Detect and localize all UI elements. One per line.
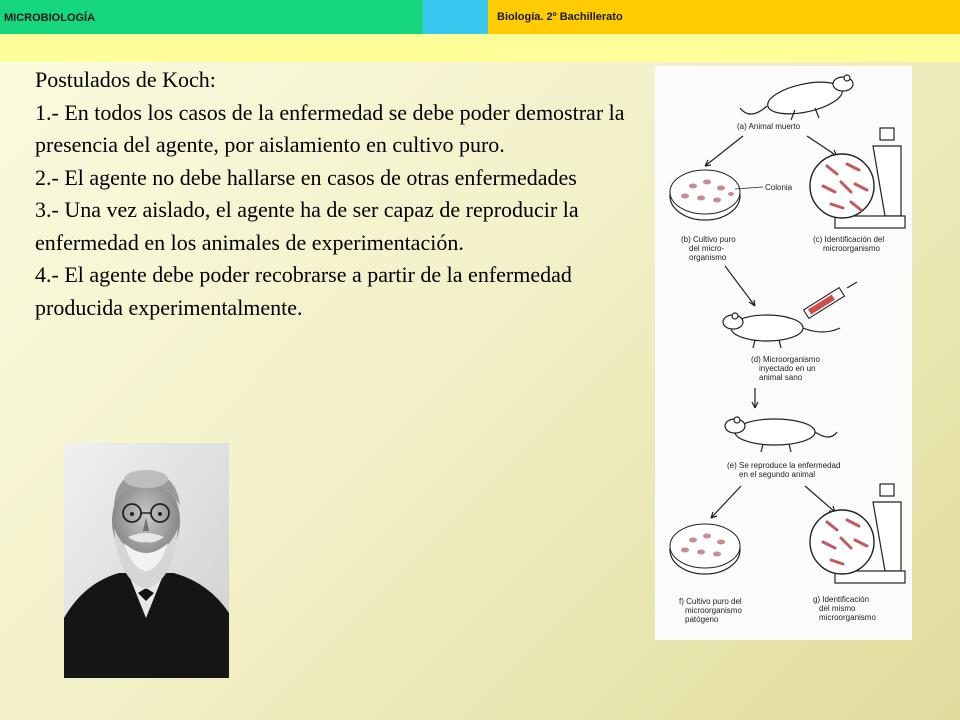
arrow-to-e bbox=[752, 388, 758, 408]
label-animal-muerto: (a) Animal muerto bbox=[737, 122, 801, 131]
postulates-heading: Postulados de Koch: bbox=[35, 67, 216, 92]
label-colonia: Colonia bbox=[765, 183, 793, 192]
label-f-line1: f) Cultivo puro del bbox=[679, 597, 742, 606]
healthy-mouse-icon bbox=[723, 313, 840, 348]
header-bar bbox=[0, 0, 960, 36]
koch-postulates-text bbox=[35, 64, 635, 324]
label-c-line2: microorganismo bbox=[823, 244, 880, 253]
robert-koch-portrait bbox=[64, 443, 229, 678]
postulate-2: 2.- El agente no debe hallarse en casos de otras enfermedades bbox=[35, 164, 577, 190]
postulate-4: 4.- El agente debe poder recobrarse a partir de la enfermedad producida experimentalmente. bbox=[35, 262, 572, 320]
portrait-image bbox=[64, 443, 229, 678]
dead-animal-icon bbox=[740, 75, 853, 120]
header-blue-block bbox=[423, 0, 488, 34]
postulate-1: 1.- En todos los casos de la enfermedad se debe poder demostrar la presencia del agente, por aislamiento en cultivo puro. bbox=[35, 99, 625, 157]
diagram-illustration bbox=[655, 66, 912, 640]
label-g-line3: microorganismo bbox=[819, 613, 876, 622]
header-strip bbox=[0, 34, 960, 62]
label-f-line3: patógeno bbox=[685, 615, 719, 624]
microscope-2-icon bbox=[810, 484, 905, 583]
course-title: Biología. 2º Bachillerato bbox=[497, 11, 623, 23]
label-d-line1: (d) Microorganismo bbox=[751, 355, 820, 364]
petri-dish-2-icon bbox=[670, 524, 740, 574]
arrow-to-d bbox=[725, 266, 755, 306]
postulate-3: 3.- Una vez aislado, el agente ha de ser capaz de reproducir la enfermedad en los animales de experimentación. bbox=[35, 197, 579, 255]
label-g-line2: del mismo bbox=[819, 604, 856, 613]
label-e-line1: (e) Se reproduce la enfermedad bbox=[727, 461, 841, 470]
sick-animal-icon bbox=[725, 417, 837, 452]
arrows-e bbox=[711, 486, 835, 518]
petri-dish-icon bbox=[670, 170, 740, 220]
label-b-line1: (b) Cultivo puro bbox=[681, 235, 736, 244]
microscope-icon bbox=[810, 128, 905, 228]
label-d-line3: animal sano bbox=[759, 373, 803, 382]
koch-postulates-diagram bbox=[655, 66, 912, 640]
label-g-line1: g) Identificación bbox=[813, 595, 870, 604]
arrows-a bbox=[705, 136, 837, 166]
subject-title: MICROBIOLOGÍA bbox=[4, 12, 96, 24]
label-b-line2: del micro- bbox=[689, 244, 725, 253]
label-d-line2: inyectado en un bbox=[759, 364, 816, 373]
label-e-line2: en el segundo animal bbox=[739, 470, 816, 479]
label-b-line3: organismo bbox=[689, 253, 727, 262]
label-f-line2: microorganismo bbox=[685, 606, 742, 615]
label-c-line1: (c) Identificación del bbox=[813, 235, 885, 244]
